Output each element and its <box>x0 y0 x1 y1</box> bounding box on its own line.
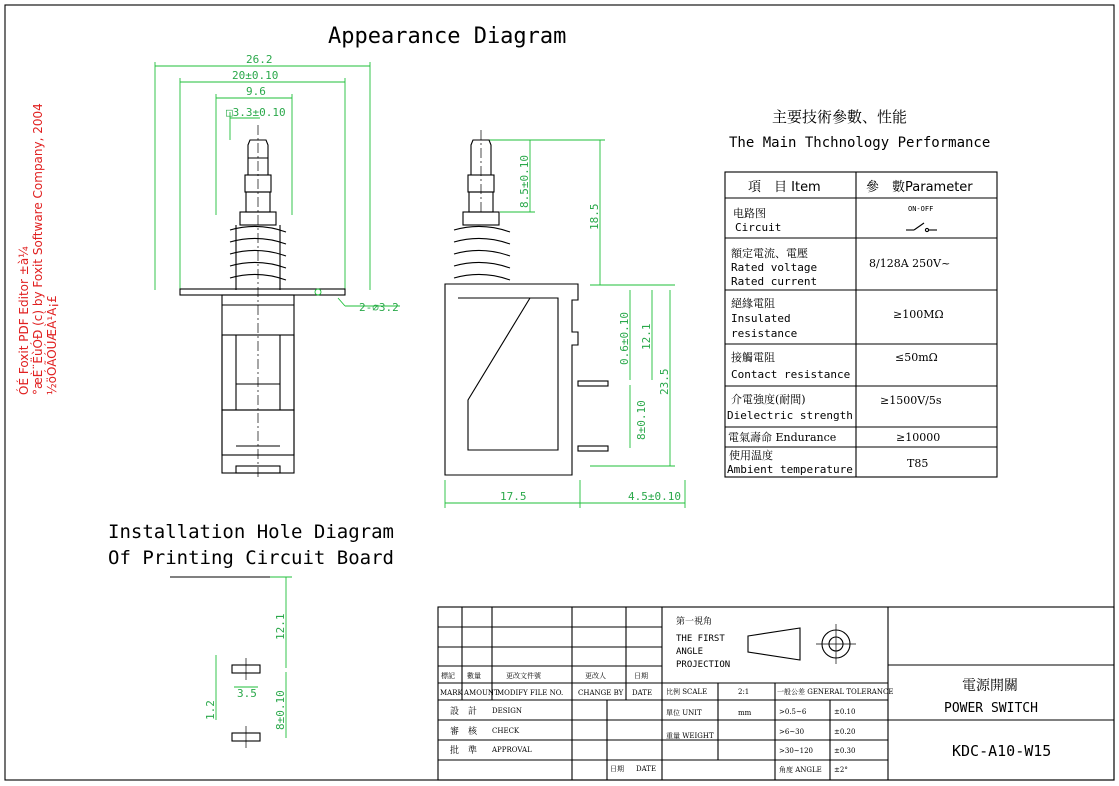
tb-mark-cn: 標記 <box>441 672 455 680</box>
tb-design: DESIGN <box>492 707 522 715</box>
tb-projection-3: PROJECTION <box>676 660 731 670</box>
dim-3-3: □3.3±0.10 <box>226 106 286 119</box>
tb-part-no: KDC-A10-W15 <box>952 742 1052 760</box>
spec-row-contact-cn: 接觸電阻 <box>731 351 775 364</box>
tb-date2: DATE <box>636 765 657 773</box>
dim-9-6: 9.6 <box>246 85 266 98</box>
spec-row-dielectric-cn: 介電強度(耐間) <box>731 393 806 406</box>
spec-row-rated-en-2: Rated current <box>731 275 818 288</box>
tb-amount-cn: 數量 <box>467 672 481 680</box>
tb-product-en: POWER SWITCH <box>944 701 1038 716</box>
spec-row-ambient-en: Ambient temperature <box>727 463 853 476</box>
watermark-line-2: °æÈ¨ËùÓÐ (c) by Foxit Software Company, 2004 <box>31 103 45 395</box>
tb-scale-value: 2:1 <box>738 688 750 696</box>
tb-weight-label: 重量 WEIGHT <box>666 732 714 740</box>
dim-26-2: 26.2 <box>246 53 273 66</box>
dim-2-phi-3-2: 2-⌀3.2 <box>359 301 399 314</box>
spec-row-endurance-value: ≥10000 <box>896 431 941 444</box>
spec-row-insulated-cn: 絕緣電阻 <box>731 297 775 310</box>
tb-change: CHANGE BY <box>578 689 624 697</box>
front-view <box>155 53 400 480</box>
tb-unit-value: mm <box>738 709 752 717</box>
spec-col-item: 項 目 Item <box>748 180 821 195</box>
spec-col-param: 參 數Parameter <box>866 180 973 195</box>
spec-row-circuit-cn: 电路图 <box>733 207 766 220</box>
tb-approval: APPROVAL <box>492 746 532 754</box>
tb-projection-cn: 第一視角 <box>676 617 713 627</box>
pcb-dim-12-1: 12.1 <box>274 613 287 640</box>
pcb-dim-3-5: 3.5 <box>237 687 257 700</box>
spec-row-ambient-cn: 使用温度 <box>729 449 773 462</box>
tb-tol-value-4: ±2° <box>834 766 848 774</box>
pcb-dim-8: 8±0.10 <box>274 690 287 730</box>
watermark <box>16 103 59 395</box>
tb-tol-range-3: >30~120 <box>779 747 813 755</box>
tb-projection-1: THE FIRST <box>676 634 725 644</box>
tb-check: CHECK <box>492 727 520 735</box>
switch-symbol-icon <box>906 223 937 232</box>
tb-date2-cn: 日期 <box>610 765 624 773</box>
tb-date-cn: 日期 <box>634 672 648 680</box>
pcb-hole-view <box>170 577 292 748</box>
pcb-dim-1-2: 1.2 <box>204 700 217 720</box>
spec-row-contact-value: ≤50mΩ <box>895 351 938 364</box>
spec-row-rated-cn: 額定電流、電壓 <box>731 247 808 260</box>
tb-scale-label: 比例 SCALE <box>666 688 708 696</box>
spec-row-rated-value: 8/128A 250V~ <box>869 257 951 270</box>
tb-tol-value-2: ±0.20 <box>834 728 856 736</box>
dim-20: 20±0.10 <box>232 69 279 82</box>
spec-heading-en: The Main Thchnology Performance <box>729 135 991 151</box>
spec-row-insulated-value: ≥100MΩ <box>893 308 944 321</box>
tb-tol-range-2: >6~30 <box>779 728 805 736</box>
appearance-title: Appearance Diagram <box>328 24 567 49</box>
dim-8-5: 8.5±0.10 <box>518 155 531 208</box>
tb-tol-range-1: >0.5~6 <box>779 708 807 716</box>
tb-product-cn: 電源開關 <box>962 678 1018 694</box>
first-angle-projection-icon <box>748 624 856 664</box>
spec-row-rated-en-1: Rated voltage <box>731 261 818 274</box>
dim-0-6: 0.6±0.10 <box>618 312 631 365</box>
spec-row-insulated-en-1: Insulated <box>731 312 791 325</box>
sheet-border <box>5 5 1114 780</box>
dim-4-5: 4.5±0.10 <box>628 490 681 503</box>
side-view <box>445 130 685 508</box>
spec-row-circuit-value: ON-OFF <box>908 205 934 213</box>
spec-row-insulated-en-2: resistance <box>731 327 798 340</box>
tb-tol-range-4: 角度 ANGLE <box>779 766 822 774</box>
tb-change-cn: 更改人 <box>585 672 606 680</box>
tb-modify: MODIFY FILE NO. <box>497 689 564 697</box>
tb-tol-value-3: ±0.30 <box>834 747 856 755</box>
tb-projection-2: ANGLE <box>676 647 704 657</box>
dim-18-5: 18.5 <box>588 203 601 230</box>
tb-date: DATE <box>632 689 653 697</box>
install-title-line-2: Of Printing Circuit Board <box>108 547 394 569</box>
tb-design-cn: 設 計 <box>450 707 478 717</box>
spec-table <box>725 108 997 477</box>
spec-row-dielectric-en: Dielectric strength <box>727 409 853 422</box>
spec-row-contact-en: Contact resistance <box>731 368 851 381</box>
dim-23-5: 23.5 <box>658 368 671 395</box>
tb-approval-cn: 批 準 <box>450 746 478 756</box>
tb-amount: AMOUNT <box>464 689 499 697</box>
spec-row-endurance: 電氣壽命 Endurance <box>728 431 837 444</box>
tb-mark: MARK <box>440 689 463 697</box>
tb-tol-value-1: ±0.10 <box>834 708 856 716</box>
title-block <box>438 607 1114 780</box>
spec-row-circuit-en: Circuit <box>735 221 782 234</box>
install-title-line-1: Installation Hole Diagram <box>108 521 394 543</box>
tb-modify-cn: 更改文件號 <box>506 672 541 680</box>
dim-8-pin: 8±0.10 <box>635 400 648 440</box>
spec-row-dielectric-value: ≥1500V/5s <box>880 394 942 407</box>
watermark-line-1: ÓÉ Foxit PDF Editor ±à¼ <box>17 246 31 395</box>
tb-unit-label: 單位 UNIT <box>666 709 702 717</box>
tb-tolerance-label: 一般公差 GENERAL TOLERANCE <box>777 688 894 696</box>
watermark-line-3: ½öÓÃÓÚÆÀ¹À¡£ <box>45 295 59 395</box>
spec-heading-cn: 主要技術參數、性能 <box>772 108 908 126</box>
tb-check-cn: 審 核 <box>450 727 478 737</box>
dim-17-5: 17.5 <box>500 490 527 503</box>
dim-12-1: 12.1 <box>640 323 653 350</box>
spec-row-ambient-value: T85 <box>907 457 929 470</box>
